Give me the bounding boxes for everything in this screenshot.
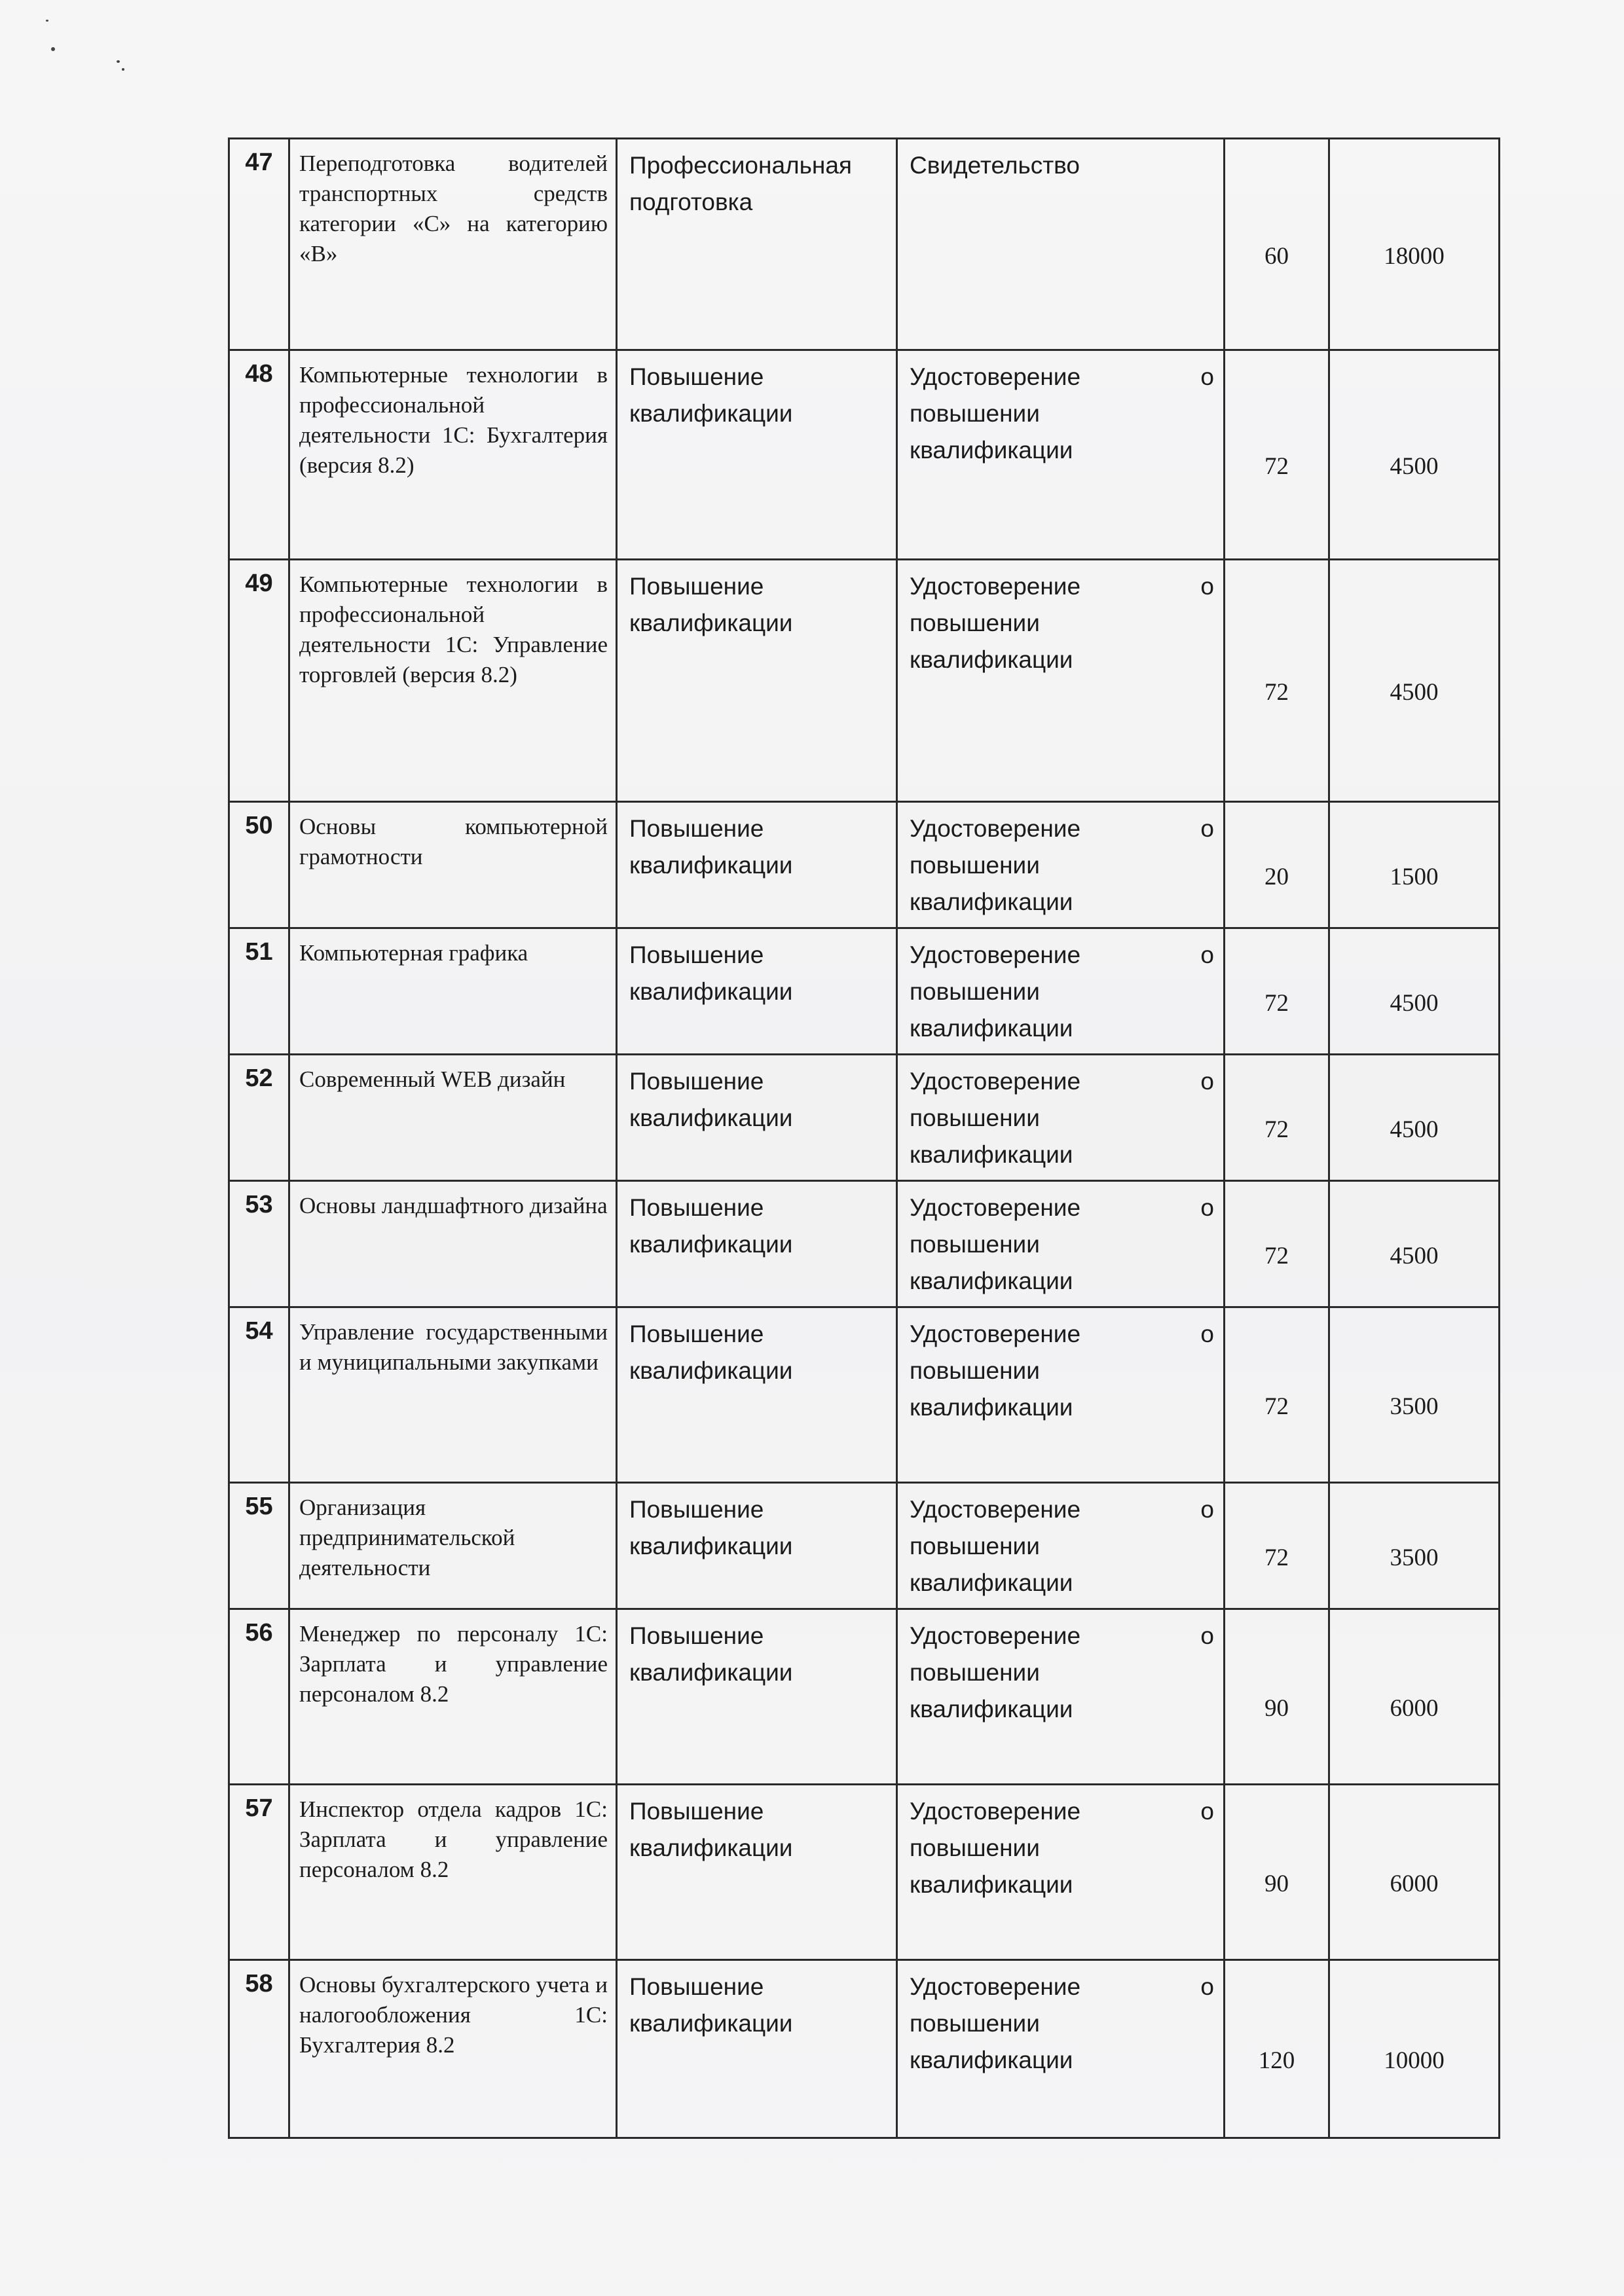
scan-speck [46, 20, 48, 22]
hours-value: 72 [1264, 1544, 1289, 1571]
course-price [1329, 802, 1500, 928]
course-name: Управление государственными и муниципальными закупками [289, 1307, 617, 1483]
course-name: Организация предпринимательской деятельности [289, 1483, 617, 1609]
price-value: 18000 [1384, 242, 1445, 270]
document-type [897, 802, 1225, 928]
document-type [897, 1181, 1225, 1307]
document-line: повышении [910, 1834, 1040, 1861]
hours-value: 90 [1264, 1870, 1289, 1897]
document-type [897, 1483, 1225, 1609]
training-type: Повышение квалификации [617, 350, 897, 560]
price-value: 6000 [1390, 1695, 1439, 1722]
course-name: Компьютерные технологии в профессиональной деятельности 1С: Управление торговлей (версия 8.2) [289, 560, 617, 802]
document-word: Удостоверение [910, 941, 1081, 968]
document-line [910, 1969, 1214, 2005]
course-name: Основы ландшафтного дизайна [289, 1181, 617, 1307]
hours-value: 72 [1264, 989, 1289, 1017]
course-name: Компьютерная графика [289, 928, 617, 1055]
price-value: 6000 [1390, 1870, 1439, 1897]
hours-value: 72 [1264, 1116, 1289, 1143]
training-type: Повышение квалификации [617, 1181, 897, 1307]
training-type: Профессиональная подготовка [617, 139, 897, 350]
document-line: повышении [910, 852, 1040, 879]
course-price [1329, 928, 1500, 1055]
table-row [229, 1307, 1500, 1483]
document-line: повышении [910, 1104, 1040, 1131]
course-name: Основы бухгалтерского учета и налогообложения 1С: Бухгалтерия 8.2 [289, 1960, 617, 2138]
row-number: 52 [229, 1055, 289, 1181]
document-line: квалификации [910, 437, 1073, 464]
course-name: Переподготовка водителей транспортных средств категории «С» на категорию «В» [289, 139, 617, 350]
table-row [229, 1483, 1500, 1609]
course-name: Менеджер по персоналу 1С: Зарплата и управление персоналом 8.2 [289, 1609, 617, 1785]
course-name: Компьютерные технологии в профессиональной деятельности 1С: Бухгалтерия (версия 8.2) [289, 350, 617, 560]
hours-value: 72 [1264, 1242, 1289, 1269]
hours-value: 120 [1258, 2047, 1295, 2074]
training-type: Повышение квалификации [617, 1609, 897, 1785]
document-word: о [1200, 1194, 1214, 1221]
row-number: 56 [229, 1609, 289, 1785]
table-row [229, 139, 1500, 350]
document-word: о [1200, 1496, 1214, 1523]
courses-table [228, 137, 1500, 2139]
document-line: квалификации [910, 1141, 1073, 1168]
document-line: повышении [910, 1357, 1040, 1384]
document-line: квалификации [910, 1871, 1073, 1898]
row-number: 57 [229, 1785, 289, 1960]
document-line: квалификации [910, 2047, 1073, 2073]
price-value: 4500 [1390, 453, 1439, 480]
document-word: Удостоверение [910, 573, 1081, 600]
course-hours [1225, 350, 1329, 560]
course-price [1329, 1960, 1500, 2138]
training-type: Повышение квалификации [617, 560, 897, 802]
document-line [910, 1190, 1214, 1226]
course-hours [1225, 560, 1329, 802]
row-number: 55 [229, 1483, 289, 1609]
document-line: повышении [910, 610, 1040, 636]
document-word: о [1200, 815, 1214, 842]
document-type [897, 350, 1225, 560]
course-hours [1225, 139, 1329, 350]
document-type: Свидетельство [897, 139, 1225, 350]
training-type: Повышение квалификации [617, 1483, 897, 1609]
document-line: повышении [910, 2010, 1040, 2037]
price-value: 3500 [1390, 1393, 1439, 1420]
document-word: о [1200, 1973, 1214, 2000]
document-line [910, 568, 1214, 605]
document-word: о [1200, 941, 1214, 968]
document-word: Удостоверение [910, 1496, 1081, 1523]
hours-value: 90 [1264, 1695, 1289, 1722]
table-row [229, 1785, 1500, 1960]
document-word: о [1200, 1798, 1214, 1825]
hours-value: 20 [1264, 863, 1289, 890]
course-hours [1225, 1609, 1329, 1785]
course-price [1329, 350, 1500, 560]
document-line [910, 1618, 1214, 1654]
document-line: квалификации [910, 1696, 1073, 1722]
table-row [229, 928, 1500, 1055]
hours-value: 72 [1264, 1393, 1289, 1420]
course-price [1329, 1055, 1500, 1181]
document-word: о [1200, 1068, 1214, 1095]
document-type [897, 1055, 1225, 1181]
table-row [229, 560, 1500, 802]
document-line: квалификации [910, 1394, 1073, 1421]
row-number: 47 [229, 139, 289, 350]
course-hours [1225, 1055, 1329, 1181]
document-type [897, 560, 1225, 802]
training-type: Повышение квалификации [617, 802, 897, 928]
price-value: 10000 [1384, 2047, 1445, 2074]
course-price [1329, 1785, 1500, 1960]
document-line: квалификации [910, 1015, 1073, 1042]
document-line: повышении [910, 978, 1040, 1005]
course-hours [1225, 1307, 1329, 1483]
document-line: квалификации [910, 646, 1073, 673]
document-word: о [1200, 363, 1214, 390]
hours-value: 72 [1264, 679, 1289, 706]
course-hours [1225, 802, 1329, 928]
price-value: 4500 [1390, 679, 1439, 706]
document-line [910, 937, 1214, 974]
row-number: 49 [229, 560, 289, 802]
document-word: о [1200, 1622, 1214, 1649]
row-number: 48 [229, 350, 289, 560]
document-line: повышении [910, 1231, 1040, 1258]
course-price [1329, 1181, 1500, 1307]
hours-value: 72 [1264, 453, 1289, 480]
scan-speck [122, 68, 124, 71]
document-line [910, 811, 1214, 847]
document-word: о [1200, 1321, 1214, 1347]
document-type [897, 1609, 1225, 1785]
document-line: повышении [910, 1659, 1040, 1686]
document-line: квалификации [910, 888, 1073, 915]
document-word: Удостоверение [910, 363, 1081, 390]
table-row [229, 350, 1500, 560]
document-line [910, 1491, 1214, 1528]
training-type: Повышение квалификации [617, 1785, 897, 1960]
document-word: Удостоверение [910, 1194, 1081, 1221]
row-number: 54 [229, 1307, 289, 1483]
table-row [229, 1181, 1500, 1307]
document-line: повышении [910, 1533, 1040, 1559]
course-price [1329, 139, 1500, 350]
price-value: 4500 [1390, 989, 1439, 1017]
document-line [910, 1793, 1214, 1830]
document-type [897, 1307, 1225, 1483]
row-number: 53 [229, 1181, 289, 1307]
document-type [897, 928, 1225, 1055]
table-row [229, 802, 1500, 928]
document-line: квалификации [910, 1569, 1073, 1596]
training-type: Повышение квалификации [617, 928, 897, 1055]
hours-value: 60 [1264, 242, 1289, 270]
table-row [229, 1055, 1500, 1181]
price-value: 3500 [1390, 1544, 1439, 1571]
document-line [910, 359, 1214, 395]
table-row [229, 1960, 1500, 2138]
training-type: Повышение квалификации [617, 1960, 897, 2138]
course-price [1329, 1609, 1500, 1785]
document-word: Удостоверение [910, 1068, 1081, 1095]
course-hours [1225, 1181, 1329, 1307]
row-number: 58 [229, 1960, 289, 2138]
course-name: Современный WEB дизайн [289, 1055, 617, 1181]
training-type: Повышение квалификации [617, 1055, 897, 1181]
course-price [1329, 560, 1500, 802]
document-line: квалификации [910, 1267, 1073, 1294]
price-value: 4500 [1390, 1116, 1439, 1143]
course-price [1329, 1307, 1500, 1483]
document-word: Удостоверение [910, 1798, 1081, 1825]
document-word: Удостоверение [910, 1622, 1081, 1649]
document-type [897, 1785, 1225, 1960]
document-word: Удостоверение [910, 1321, 1081, 1347]
document-line: повышении [910, 400, 1040, 427]
price-value: 1500 [1390, 863, 1439, 890]
document-type [897, 1960, 1225, 2138]
document-line [910, 1063, 1214, 1100]
table-row [229, 1609, 1500, 1785]
course-hours [1225, 1785, 1329, 1960]
document-word: Удостоверение [910, 1973, 1081, 2000]
course-hours [1225, 928, 1329, 1055]
scan-speck [117, 60, 120, 63]
course-name: Инспектор отдела кадров 1С: Зарплата и управление персоналом 8.2 [289, 1785, 617, 1960]
row-number: 50 [229, 802, 289, 928]
document-word: о [1200, 573, 1214, 600]
row-number: 51 [229, 928, 289, 1055]
document-line [910, 1316, 1214, 1353]
course-hours [1225, 1483, 1329, 1609]
course-price [1329, 1483, 1500, 1609]
course-hours [1225, 1960, 1329, 2138]
training-type: Повышение квалификации [617, 1307, 897, 1483]
course-name: Основы компьютерной грамотности [289, 802, 617, 928]
document-word: Удостоверение [910, 815, 1081, 842]
price-value: 4500 [1390, 1242, 1439, 1269]
scan-speck [51, 47, 55, 51]
